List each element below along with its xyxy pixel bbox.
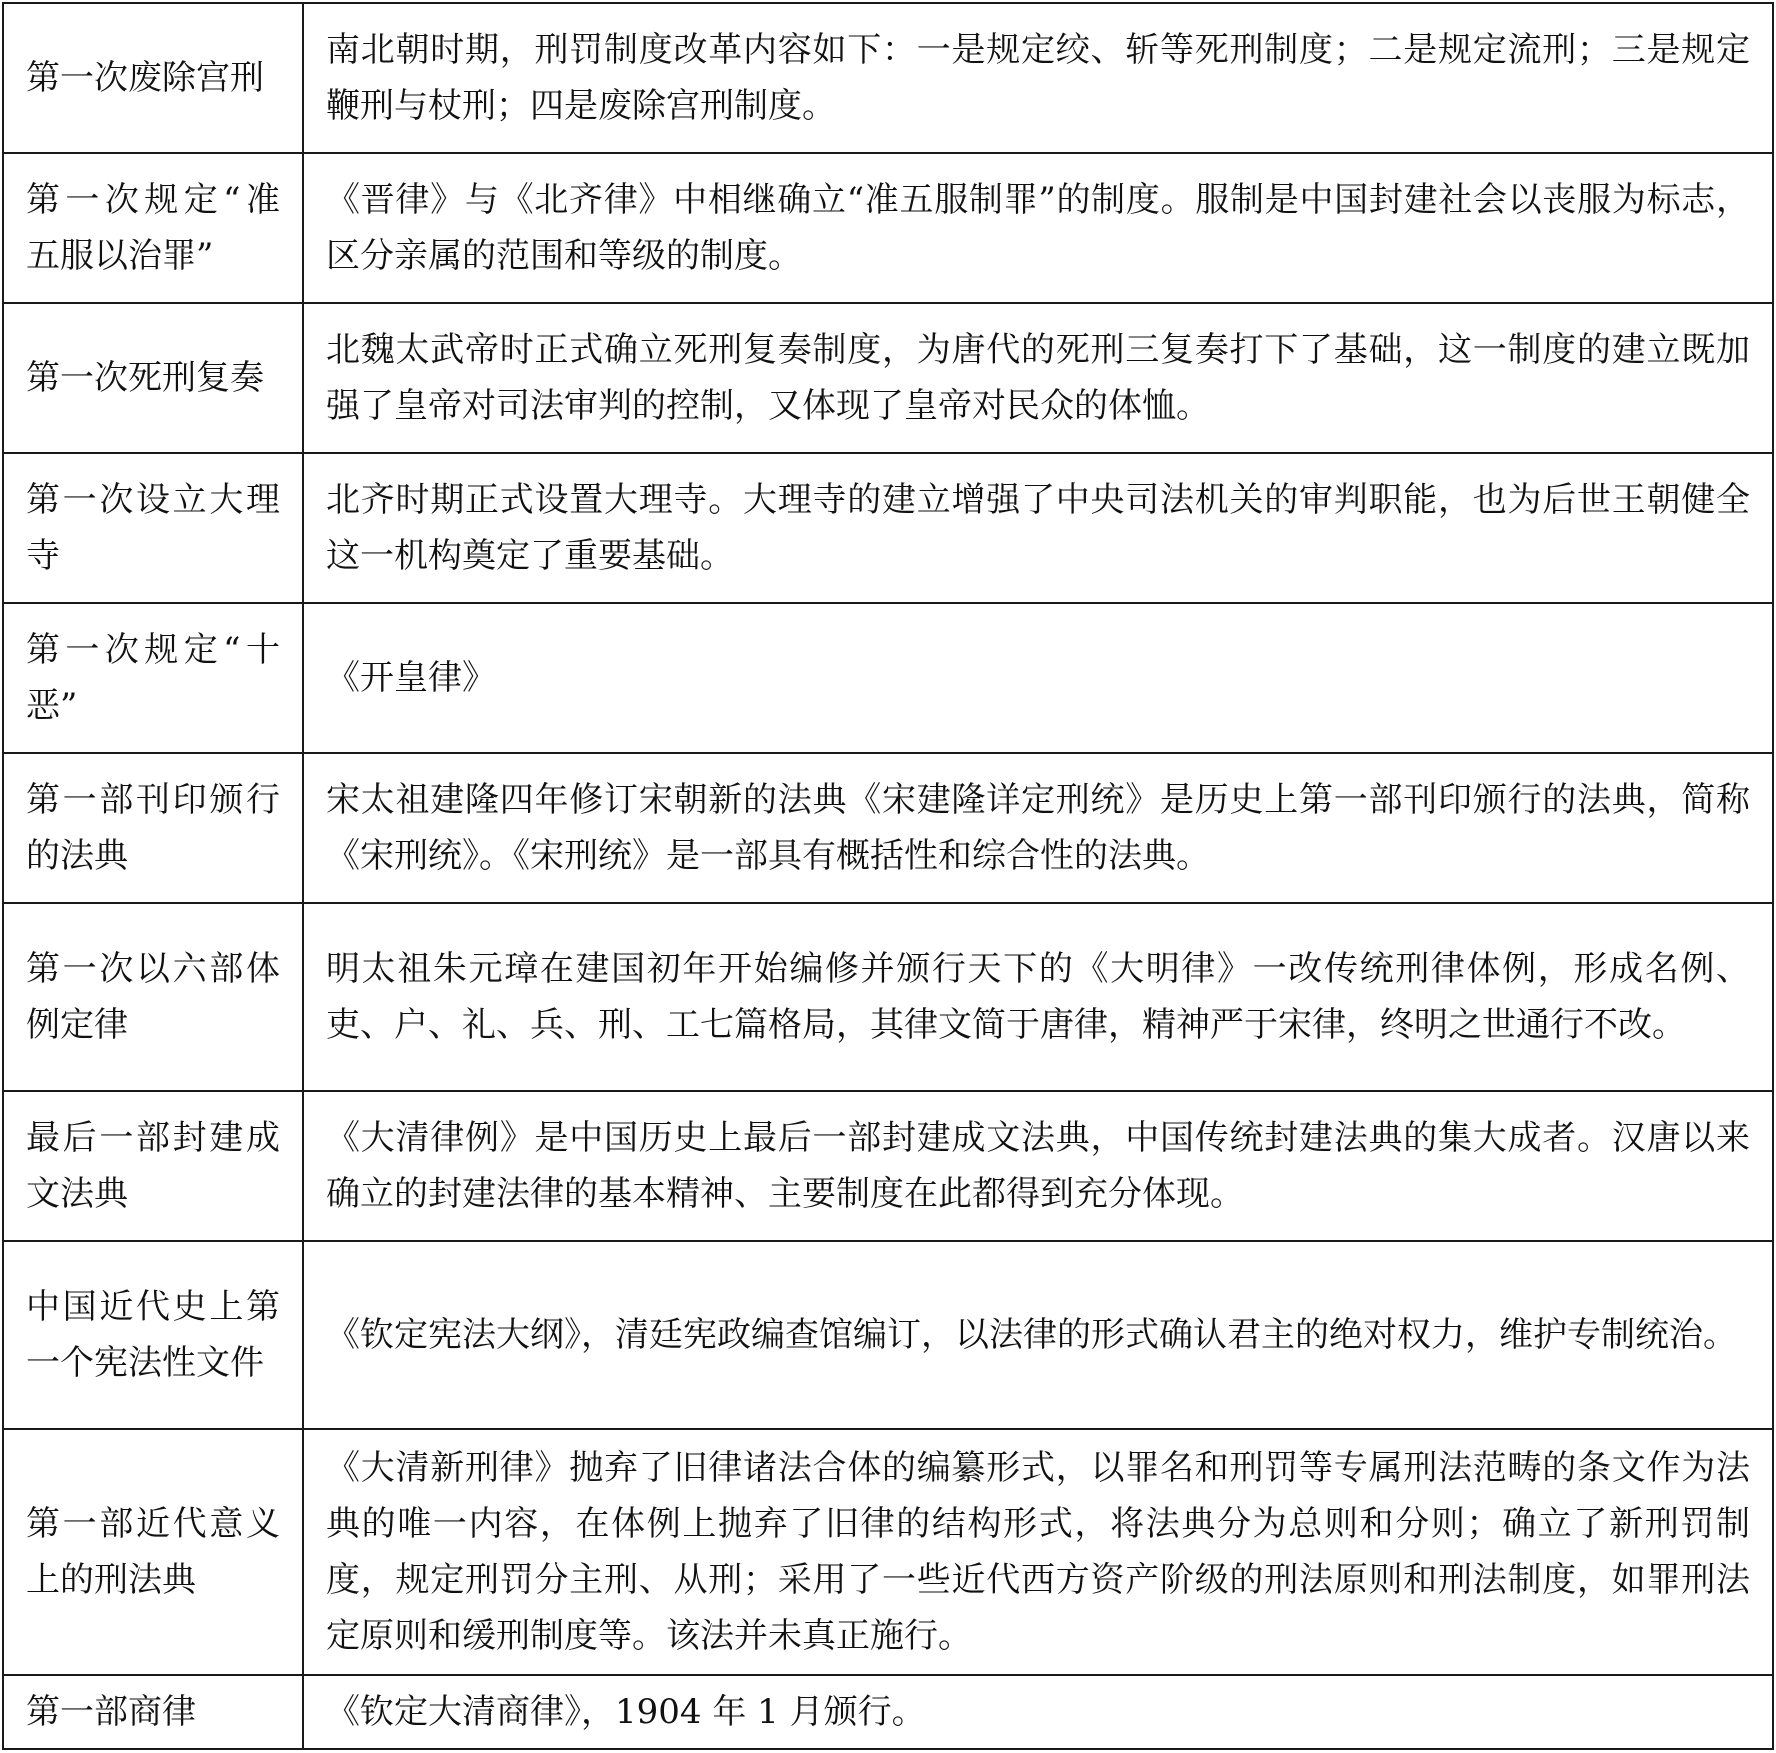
content-cell: 明太祖朱元璋在建国初年开始编修并颁行天下的《大明律》一改传统刑律体例，形成名例、吏、户、礼、兵、刑、工七篇格局，其律文简于唐律，精神严于宋律，终明之世通行不改。 <box>303 903 1773 1091</box>
content-cell: 《钦定宪法大纲》，清廷宪政编查馆编订，以法律的形式确认君主的绝对权力，维护专制统治。 <box>303 1241 1773 1429</box>
term-cell: 最后一部封建成文法典 <box>3 1091 303 1241</box>
term-cell: 第一次规定“十恶” <box>3 603 303 753</box>
content-cell: 北齐时期正式设置大理寺。大理寺的建立增强了中央司法机关的审判职能，也为后世王朝健全这一机构奠定了重要基础。 <box>303 453 1773 603</box>
term-cell: 中国近代史上第一个宪法性文件 <box>3 1241 303 1429</box>
table-row <box>3 603 1773 753</box>
term-cell: 第一部近代意义上的刑法典 <box>3 1429 303 1675</box>
table-row <box>3 303 1773 453</box>
table-row <box>3 1091 1773 1241</box>
table-row <box>3 453 1773 603</box>
table-row <box>3 1675 1773 1749</box>
term-cell: 第一次死刑复奏 <box>3 303 303 453</box>
content-cell: 南北朝时期，刑罚制度改革内容如下：一是规定绞、斩等死刑制度；二是规定流刑；三是规定鞭刑与杖刑；四是废除宫刑制度。 <box>303 3 1773 153</box>
legal-firsts-table <box>2 2 1774 1750</box>
term-cell: 第一次规定“准五服以治罪” <box>3 153 303 303</box>
term-cell: 第一次以六部体例定律 <box>3 903 303 1091</box>
content-cell: 《钦定大清商律》，1904 年 1 月颁行。 <box>303 1675 1773 1749</box>
term-cell: 第一部商律 <box>3 1675 303 1749</box>
table-row <box>3 1429 1773 1675</box>
table-row <box>3 753 1773 903</box>
content-cell: 《开皇律》 <box>303 603 1773 753</box>
term-cell: 第一部刊印颁行的法典 <box>3 753 303 903</box>
content-cell: 《大清新刑律》抛弃了旧律诸法合体的编纂形式，以罪名和刑罚等专属刑法范畴的条文作为法典的唯一内容，在体例上抛弃了旧律的结构形式，将法典分为总则和分则；确立了新刑罚制度，规定刑罚分主刑、从刑；采用了一些近代西方资产阶级的刑法原则和刑法制度，如罪刑法定原则和缓刑制度等。该法并未真正施行。 <box>303 1429 1773 1675</box>
table-row <box>3 3 1773 153</box>
content-cell: 宋太祖建隆四年修订宋朝新的法典《宋建隆详定刑统》是历史上第一部刊印颁行的法典，简称《宋刑统》。《宋刑统》是一部具有概括性和综合性的法典。 <box>303 753 1773 903</box>
content-cell: 北魏太武帝时正式确立死刑复奏制度，为唐代的死刑三复奏打下了基础，这一制度的建立既加强了皇帝对司法审判的控制，又体现了皇帝对民众的体恤。 <box>303 303 1773 453</box>
term-cell: 第一次废除宫刑 <box>3 3 303 153</box>
term-cell: 第一次设立大理寺 <box>3 453 303 603</box>
content-cell: 《大清律例》是中国历史上最后一部封建成文法典，中国传统封建法典的集大成者。汉唐以来确立的封建法律的基本精神、主要制度在此都得到充分体现。 <box>303 1091 1773 1241</box>
table-row <box>3 1241 1773 1429</box>
content-cell: 《晋律》与《北齐律》中相继确立“准五服制罪”的制度。服制是中国封建社会以丧服为标志，区分亲属的范围和等级的制度。 <box>303 153 1773 303</box>
table-row <box>3 903 1773 1091</box>
table-row <box>3 153 1773 303</box>
